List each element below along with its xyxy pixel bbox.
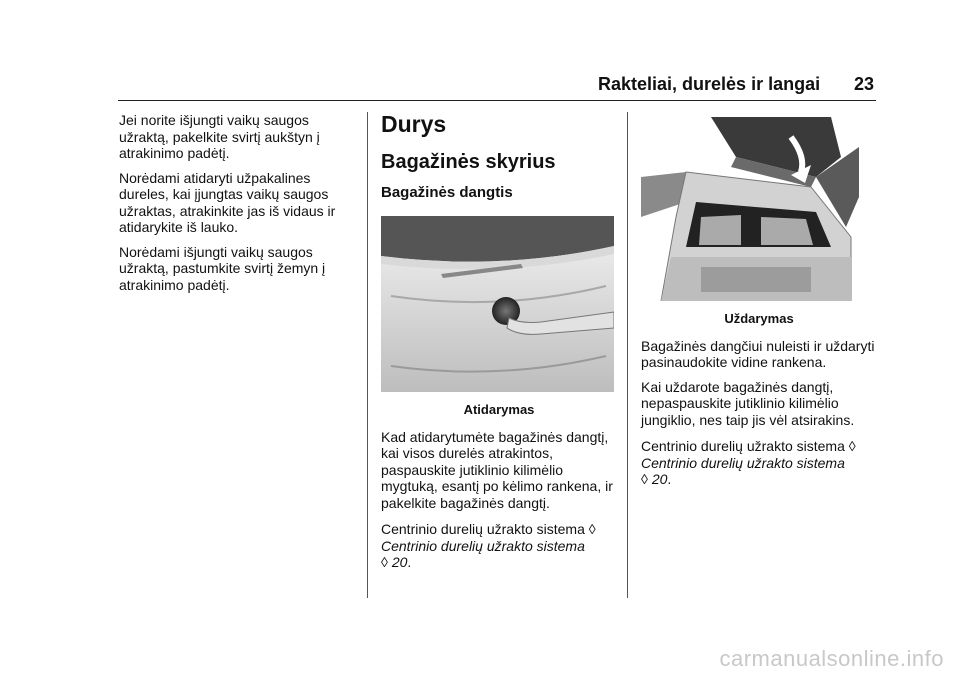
paragraph-child-lock-off: Jei norite išjungti vaikų saugos užraktą, pakelkite svirtį aukštyn į atrakinimo padėtį. — [119, 112, 320, 161]
section-heading-doors: Durys — [381, 111, 447, 137]
ref-link-central-locking[interactable]: Centrinio durelių užrakto sistema — [381, 537, 585, 554]
watermark-text: carmanualsonline.info — [719, 646, 944, 671]
section-heading-trunk: Bagažinės skyrius — [381, 151, 556, 173]
subheading-trunk-lid: Bagažinės dangtis — [381, 184, 513, 201]
paragraph-touchpad-warning: Kai uždarote bagažinės dangtį, nepaspauskite jutiklinio kilimėlio jungiklio, nes taip jis vėl atsirakins. — [641, 378, 855, 428]
cross-reference: Centrinio durelių užrakto sistema ◊ Centrinio durelių užrakto sistema ◊ 20. — [381, 521, 596, 570]
ref-arrow-icon: ◊ — [641, 471, 648, 487]
ref-text: Centrinio durelių užrakto sistema — [641, 438, 845, 454]
ref-arrow-icon: ◊ — [848, 438, 856, 454]
paragraph-open-rear-door: Norėdami atidaryti užpakalines dureles, kai įjungtas vaikų saugos užraktas, atrakinkite jas iš vidaus ir atidarykite iš lauko. — [119, 169, 336, 235]
page-header — [118, 72, 876, 101]
figure-opening-trunk — [381, 216, 614, 392]
ref-arrow-icon: ◊ — [381, 554, 388, 570]
paragraph-child-lock-disable: Norėdami išjungti vaikų saugos užraktą, pastumkite svirtį žemyn į atrakinimo padėtį. — [119, 243, 326, 293]
column-2 — [381, 110, 617, 579]
chapter-title: Rakteliai, durelės ir langai — [598, 74, 821, 94]
figure-caption-closing: Uždarymas — [724, 311, 794, 326]
ref-arrow-icon: ◊ — [588, 521, 596, 537]
paragraph-close-trunk: Bagažinės dangčiui nuleisti ir uždaryti pasinaudokite vidine rankena. — [641, 337, 875, 370]
page-number: 23 — [853, 74, 874, 94]
cross-reference: Centrinio durelių užrakto sistema ◊ Centrinio durelių užrakto sistema ◊ 20. — [641, 438, 856, 487]
ref-page-link[interactable]: 20 — [651, 471, 668, 487]
ref-text: Centrinio durelių užrakto sistema — [381, 521, 585, 537]
column-divider-right — [627, 112, 628, 598]
column-3 — [641, 117, 877, 496]
ref-link-central-locking[interactable]: Centrinio durelių užrakto sistema — [641, 454, 845, 471]
trunk-opening-illustration — [381, 216, 614, 392]
column-1 — [119, 112, 354, 301]
paragraph-open-trunk: Kad atidarytumėte bagažinės dangtį, kai visos durelės atrakintos, paspauskite jutiklinio kilimėlio mygtuką, esantį po kėlimo rankena, ir pakelkite bagažinės dangtį. — [381, 428, 613, 511]
figure-closing-trunk — [641, 117, 859, 301]
column-divider-left — [367, 112, 368, 598]
figure-caption-opening: Atidarymas — [463, 402, 535, 417]
ref-page-link[interactable]: 20 — [391, 554, 408, 570]
trunk-closing-illustration — [641, 117, 859, 301]
